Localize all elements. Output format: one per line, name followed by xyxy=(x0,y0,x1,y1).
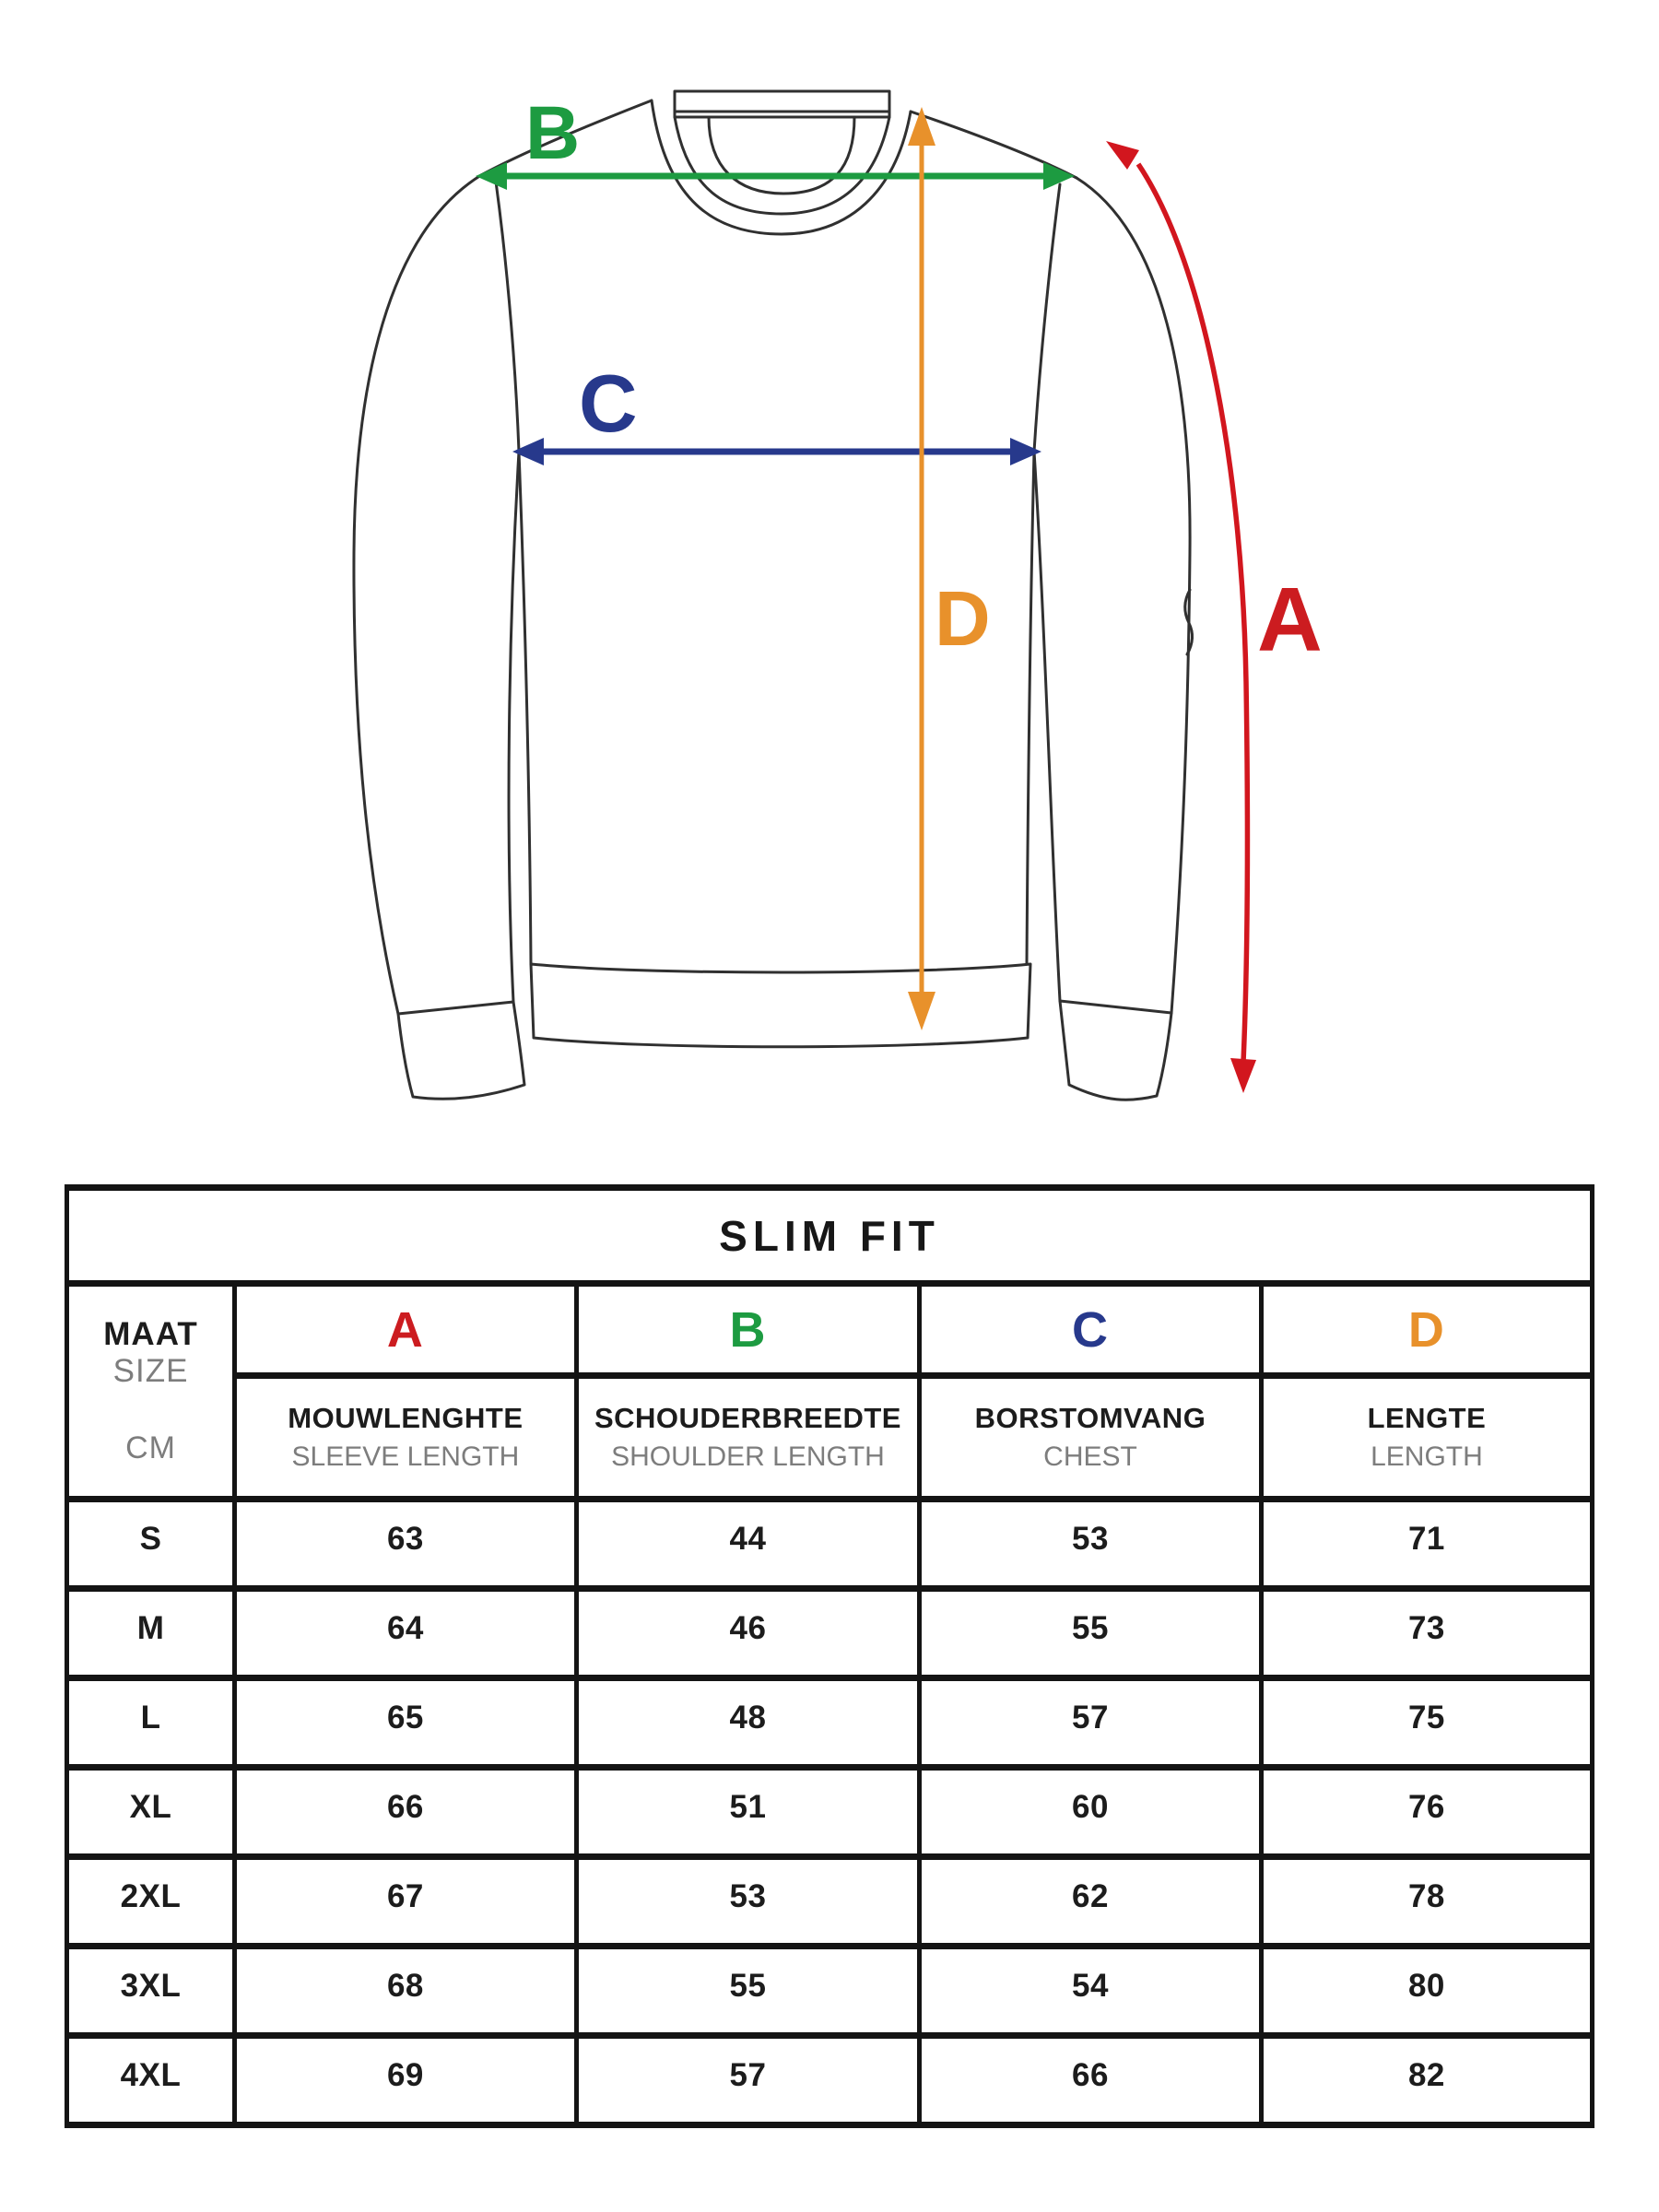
measure-label-d: D xyxy=(935,575,991,662)
value-cell: 78 xyxy=(1261,1857,1592,1947)
value-cell: 48 xyxy=(576,1678,919,1768)
value-cell: 51 xyxy=(576,1768,919,1857)
value-cell: 69 xyxy=(235,2036,577,2125)
table-row-s xyxy=(67,1500,1593,1589)
size-cell: 4XL xyxy=(67,2036,235,2125)
value-cell: 68 xyxy=(235,1947,577,2036)
value-cell: 64 xyxy=(235,1589,577,1678)
raglan-seam-right xyxy=(1034,184,1060,452)
value-cell: 46 xyxy=(576,1589,919,1678)
col-label-b: SCHOUDERBREEDTE SHOULDER LENGTH xyxy=(576,1376,919,1500)
neckline-inner xyxy=(675,117,889,214)
col-letter-b: B xyxy=(576,1284,919,1376)
sleeve-left-inner xyxy=(509,452,519,1002)
arrowhead-upleft-icon xyxy=(1106,141,1139,170)
size-cell: L xyxy=(67,1678,235,1768)
size-cell: 3XL xyxy=(67,1947,235,2036)
table-row-4xl xyxy=(67,2036,1593,2125)
value-cell: 55 xyxy=(576,1947,919,2036)
measure-arrow-c xyxy=(512,358,1041,465)
table-title: SLIM FIT xyxy=(67,1188,1593,1284)
raglan-seam-left xyxy=(496,182,519,452)
size-header-cell xyxy=(67,1284,235,1500)
value-cell: 54 xyxy=(920,1947,1262,2036)
size-cell: 2XL xyxy=(67,1857,235,1947)
measure-label-c: C xyxy=(579,358,638,449)
value-cell: 66 xyxy=(235,1768,577,1857)
value-cell: 76 xyxy=(1261,1768,1592,1857)
col-letter-c: C xyxy=(920,1284,1262,1376)
value-cell: 75 xyxy=(1261,1678,1592,1768)
measure-arrow-b xyxy=(476,91,1075,190)
col-letter-a: A xyxy=(235,1284,577,1376)
measure-label-b: B xyxy=(525,91,581,175)
size-cell: S xyxy=(67,1500,235,1589)
table-row-3xl xyxy=(67,1947,1593,2036)
value-cell: 65 xyxy=(235,1678,577,1768)
table-row-xl xyxy=(67,1768,1593,1857)
col-label-d: LENGTE LENGTH xyxy=(1261,1376,1592,1500)
cuff-left xyxy=(398,1002,524,1099)
table-row-m xyxy=(67,1589,1593,1678)
torso-side-right xyxy=(1027,452,1034,964)
value-cell: 82 xyxy=(1261,2036,1592,2125)
measure-arrow-a xyxy=(1106,141,1323,1093)
col-label-c: BORSTOMVANG CHEST xyxy=(920,1376,1262,1500)
arrowhead-down-icon xyxy=(908,992,935,1030)
value-cell: 57 xyxy=(576,2036,919,2125)
value-cell: 66 xyxy=(920,2036,1262,2125)
size-header-unit: CM xyxy=(125,1430,176,1466)
value-cell: 73 xyxy=(1261,1589,1592,1678)
value-cell: 67 xyxy=(235,1857,577,1947)
value-cell: 60 xyxy=(920,1768,1262,1857)
table-row-2xl xyxy=(67,1857,1593,1947)
sleeve-right-outer xyxy=(1077,178,1190,1013)
sleeve-right-inner xyxy=(1034,452,1060,1001)
arrowhead-left-icon xyxy=(476,162,507,190)
arrowhead-right-icon xyxy=(1010,438,1041,465)
collar-inner-panel xyxy=(709,117,854,194)
value-cell: 63 xyxy=(235,1500,577,1589)
sweater-outline xyxy=(354,91,1193,1100)
size-cell: M xyxy=(67,1589,235,1678)
value-cell: 44 xyxy=(576,1500,919,1589)
collar-band xyxy=(675,91,889,117)
value-cell: 62 xyxy=(920,1857,1262,1947)
torso-side-left xyxy=(519,452,531,964)
value-cell: 80 xyxy=(1261,1947,1592,2036)
letter-header-row xyxy=(67,1284,1593,1376)
value-cell: 53 xyxy=(920,1500,1262,1589)
size-header-maat: MAAT xyxy=(103,1315,198,1352)
col-letter-d: D xyxy=(1261,1284,1592,1376)
title-row xyxy=(67,1188,1593,1284)
value-cell: 57 xyxy=(920,1678,1262,1768)
measure-arrow-d xyxy=(908,107,991,1030)
hem-band xyxy=(531,964,1030,1047)
sleeve-left-outer xyxy=(354,175,481,1014)
table-row-l xyxy=(67,1678,1593,1768)
arrowhead-down-icon xyxy=(1230,1058,1256,1093)
col-label-a: MOUWLENGHTE SLEEVE LENGTH xyxy=(235,1376,577,1500)
size-header-size: SIZE xyxy=(112,1353,189,1389)
cuff-right xyxy=(1060,1001,1171,1100)
value-cell: 53 xyxy=(576,1857,919,1947)
value-cell: 71 xyxy=(1261,1500,1592,1589)
measure-label-a: A xyxy=(1257,569,1323,670)
value-cell: 55 xyxy=(920,1589,1262,1678)
label-header-row xyxy=(67,1376,1593,1500)
size-chart-table xyxy=(65,1184,1594,2128)
size-cell: XL xyxy=(67,1768,235,1857)
